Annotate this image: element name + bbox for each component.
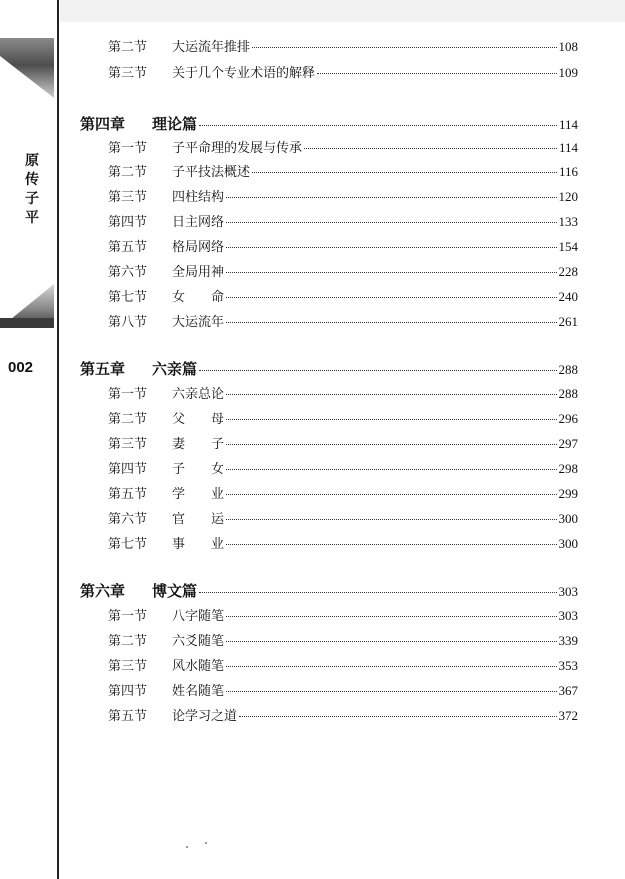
- section-title: 全局用神: [172, 265, 225, 280]
- toc-section-row[interactable]: [108, 458, 578, 480]
- dot-leader: [239, 716, 556, 717]
- section-title: 六亲总论: [172, 387, 225, 402]
- dot-leader: [226, 419, 556, 420]
- toc-page-number: 303: [558, 608, 578, 623]
- section-title: 子平技法概述: [172, 165, 251, 180]
- dot-leader: [226, 394, 556, 395]
- section-number: 第五节: [108, 709, 148, 724]
- section-title: 学 业: [172, 487, 225, 502]
- chapter-title: 理论篇: [152, 115, 198, 133]
- section-title: 格局网络: [172, 240, 225, 255]
- section-number: 第五节: [108, 240, 148, 255]
- section-title: 六爻随笔: [172, 634, 225, 649]
- toc-section-row[interactable]: [108, 533, 578, 555]
- toc-page-number: 228: [558, 264, 578, 279]
- section-number: 第五节: [108, 487, 148, 502]
- section-title: 妻 子: [172, 437, 225, 452]
- section-number: 第四节: [108, 684, 148, 699]
- section-title: 风水随笔: [172, 659, 225, 674]
- book-title-char: 子: [25, 191, 39, 207]
- section-title: 论学习之道: [172, 709, 238, 724]
- toc-section-row[interactable]: [108, 508, 578, 530]
- section-number: 第三节: [108, 659, 148, 674]
- dot-leader: [226, 297, 556, 298]
- toc-page-number: 288: [558, 362, 578, 377]
- section-number: 第三节: [108, 190, 148, 205]
- section-number: 第二节: [108, 40, 148, 55]
- chapter-number: 第四章: [80, 115, 126, 133]
- section-number: 第二节: [108, 165, 148, 180]
- dot-leader: [304, 148, 557, 149]
- section-title: 大运流年: [172, 315, 225, 330]
- toc-page-number: 154: [558, 239, 578, 254]
- toc-page-number: 296: [558, 411, 578, 426]
- section-title: 大运流年推排: [172, 40, 251, 55]
- toc-section-row[interactable]: [108, 161, 578, 183]
- section-number: 第一节: [108, 141, 148, 156]
- section-number: 第三节: [108, 437, 148, 452]
- chapter-number: 第六章: [80, 582, 126, 600]
- toc-chapter-row[interactable]: [80, 580, 578, 602]
- toc-page-number: 300: [558, 511, 578, 526]
- toc-page-number: 240: [558, 289, 578, 304]
- dot-leader: [226, 544, 556, 545]
- dot-leader: [226, 197, 556, 198]
- toc-page-number: 299: [558, 486, 578, 501]
- scan-speck: [186, 846, 188, 848]
- dot-leader: [226, 641, 556, 642]
- book-title-vertical: [20, 152, 44, 228]
- dot-leader: [199, 125, 557, 126]
- section-title: 日主网络: [172, 215, 225, 230]
- dot-leader: [226, 691, 556, 692]
- toc-page-number: 297: [558, 436, 578, 451]
- toc-page-number: 298: [558, 461, 578, 476]
- section-number: 第三节: [108, 66, 148, 81]
- page-number: 002: [8, 359, 34, 376]
- section-title: 子 女: [172, 462, 225, 477]
- dot-leader: [252, 172, 557, 173]
- toc-page-number: 261: [558, 314, 578, 329]
- book-title-char: 平: [25, 210, 39, 226]
- toc-section-row[interactable]: [108, 605, 578, 627]
- toc-section-row[interactable]: [108, 383, 578, 405]
- dot-leader: [199, 592, 556, 593]
- toc-section-row[interactable]: [108, 630, 578, 652]
- dot-leader: [226, 494, 556, 495]
- dot-leader: [226, 666, 556, 667]
- scan-speck: [205, 842, 207, 844]
- toc-section-row[interactable]: [108, 137, 578, 159]
- section-number: 第四节: [108, 215, 148, 230]
- toc-section-row[interactable]: [108, 311, 578, 333]
- section-number: 第六节: [108, 265, 148, 280]
- chapter-title: 六亲篇: [152, 360, 198, 378]
- section-title: 姓名随笔: [172, 684, 225, 699]
- toc-chapter-row[interactable]: [80, 113, 578, 135]
- toc-page-number: 303: [558, 584, 578, 599]
- toc-section-row[interactable]: [108, 261, 578, 283]
- chapter-title: 博文篇: [152, 582, 198, 600]
- section-number: 第二节: [108, 412, 148, 427]
- toc-section-row[interactable]: [108, 236, 578, 258]
- dot-leader: [226, 616, 556, 617]
- section-number: 第四节: [108, 462, 148, 477]
- toc-chapter-row[interactable]: [80, 358, 578, 380]
- dot-leader: [226, 322, 556, 323]
- section-title: 女 命: [172, 290, 225, 305]
- toc-section-row[interactable]: [108, 483, 578, 505]
- dot-leader: [226, 444, 556, 445]
- toc-page-number: 372: [558, 708, 578, 723]
- toc-page-number: 288: [558, 386, 578, 401]
- section-number: 第七节: [108, 290, 148, 305]
- section-number: 第七节: [108, 537, 148, 552]
- section-title: 八字随笔: [172, 609, 225, 624]
- toc-section-row[interactable]: [108, 211, 578, 233]
- toc-section-row[interactable]: [108, 680, 578, 702]
- toc-page-number: 114: [558, 140, 578, 155]
- book-title-char: 传: [25, 172, 39, 188]
- toc-page-number: 114: [558, 117, 578, 132]
- decorative-wedge-top: [0, 38, 54, 98]
- section-title: 官 运: [172, 512, 225, 527]
- section-number: 第二节: [108, 634, 148, 649]
- book-title-char: 原: [25, 153, 39, 169]
- toc-section-row[interactable]: [108, 655, 578, 677]
- dot-leader: [252, 47, 556, 48]
- toc-page-number: 353: [558, 658, 578, 673]
- toc-section-row[interactable]: [108, 186, 578, 208]
- section-title: 四柱结构: [172, 190, 225, 205]
- toc-section-row[interactable]: [108, 433, 578, 455]
- section-title: 子平命理的发展与传承: [172, 141, 303, 156]
- toc-section-row[interactable]: [108, 62, 578, 84]
- dot-leader: [226, 469, 556, 470]
- section-number: 第一节: [108, 609, 148, 624]
- dot-leader: [226, 222, 556, 223]
- section-number: 第六节: [108, 512, 148, 527]
- section-number: 第一节: [108, 387, 148, 402]
- dot-leader: [226, 272, 556, 273]
- page-header-band: [60, 0, 625, 22]
- decorative-wedge-base: [0, 318, 54, 328]
- toc-page-number: 300: [558, 536, 578, 551]
- toc-section-row[interactable]: [108, 286, 578, 308]
- toc-page-number: 133: [558, 214, 578, 229]
- chapter-number: 第五章: [80, 360, 126, 378]
- toc-section-row[interactable]: [108, 705, 578, 727]
- dot-leader: [317, 73, 556, 74]
- dot-leader: [226, 519, 556, 520]
- section-title: 事 业: [172, 537, 225, 552]
- toc-page-number: 367: [558, 683, 578, 698]
- toc-section-row[interactable]: [108, 408, 578, 430]
- toc-page-number: 116: [558, 164, 578, 179]
- section-title: 关于几个专业术语的解释: [172, 66, 316, 81]
- section-number: 第八节: [108, 315, 148, 330]
- toc-section-row[interactable]: [108, 36, 578, 58]
- toc-page-number: 339: [558, 633, 578, 648]
- section-title: 父 母: [172, 412, 225, 427]
- toc-page-number: 108: [558, 39, 578, 54]
- toc-page-number: 109: [558, 65, 578, 80]
- dot-leader: [199, 370, 556, 371]
- margin-rule: [57, 0, 59, 879]
- toc-page-number: 120: [558, 189, 578, 204]
- dot-leader: [226, 247, 556, 248]
